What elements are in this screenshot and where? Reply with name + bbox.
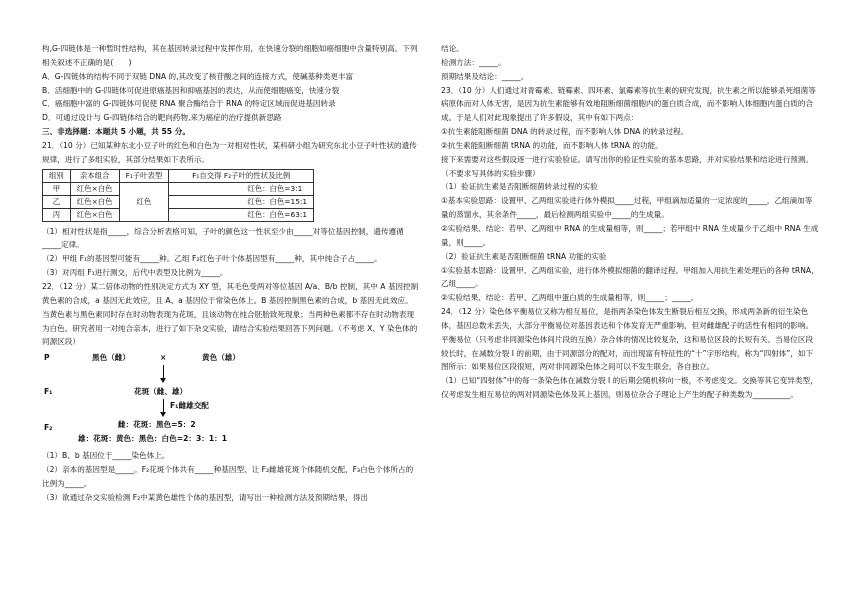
table-row bbox=[43, 195, 314, 208]
cross-diagram bbox=[42, 349, 420, 449]
q23-hypothesis-1: ①抗生素能阻断细菌 DNA 的转录过程，而不影响人体 DNA 的转录过程。 bbox=[441, 127, 689, 137]
cross-f2-label: F₂ bbox=[44, 423, 53, 433]
cross-arrow-head bbox=[160, 412, 166, 417]
q16-option-b: B．活细胞中的 G-四链体可促进原癌基因和抑癌基因的表达，从而使细胞癌变，快速分裂 bbox=[42, 85, 340, 95]
q23-hypothesis-2: ②抗生素能阻断细菌 tRNA 的功能，而不影响人体 tRNA 的功能。 bbox=[441, 140, 663, 150]
q22-conclusion: 结论。 bbox=[441, 44, 464, 53]
q22-method: 检测方法：_____。 bbox=[441, 57, 506, 67]
q21-sub-3: （3）对丙组 F₁进行测交，后代中表型及比例为_____。 bbox=[42, 268, 228, 278]
table-cell-group: 丙 bbox=[43, 208, 71, 221]
q23-part2-result: ②实验结果、结论：若甲、乙两组中蛋白质的生成量相等，则_____；_____。 bbox=[441, 293, 699, 303]
table-cell-group: 乙 bbox=[43, 195, 71, 208]
table-row bbox=[43, 182, 314, 195]
cross-p-label: P bbox=[44, 353, 50, 363]
q23-task: 接下来需要对这些假设逐一进行实验验证。请写出你的验证性实验的基本思路，并对实验结果和结论进行预测。（不要求写具体的实验步骤） bbox=[441, 154, 814, 178]
q21-intro: 21．（10 分）已知某种东北小豆子叶的红色和白色为一对相对性状，某科研小组为研究东北小豆子叶性状的遗传规律，进行了多组实验，其部分结果如下表所示。 bbox=[42, 140, 417, 164]
table-header-row bbox=[43, 169, 314, 182]
q23-part2-title: （2）验证抗生素是否阻断细菌 tRNA 功能的实验 bbox=[441, 251, 607, 261]
q16-option-a: A．G-四链体的结构不同于双链 DNA 的,其改变了核苷酸之间的连接方式，使碱基种类更丰富 bbox=[42, 71, 354, 81]
cross-f1-mating: F₁雌雄交配 bbox=[170, 401, 209, 411]
table-cell-f2: 红色：白色=63:1 bbox=[169, 208, 314, 221]
table-header: F₁自交得 F₂子叶的性状及比例 bbox=[169, 169, 314, 182]
section-title: 三、非选择题：本题共 5 小题，共 55 分。 bbox=[42, 127, 190, 137]
q16-continuation: 构,G-四链体是一种暂时性结构，其在基因转录过程中发挥作用，在快速分裂的细胞如癌细胞中含量特别高。下列相关叙述不正确的是( ) bbox=[42, 44, 418, 67]
table-cell-f2: 红色：白色=3:1 bbox=[169, 182, 314, 195]
q23-part1-title: （1）验证抗生素是否阻断细菌转录过程的实验 bbox=[441, 182, 598, 192]
q24-intro: 24．（12 分）染色体平衡易位又称为相互易位，是指两条染色体发生断裂后相互交换，形成两条新的衍生染色体，基因总数未丢失，大部分平衡易位对基因表达和个体发育无严重影响，但对雌雄配子的活性有相同的影响。平衡易位（只考虑非同源染色体间片段的互换）杂合体的情况比较复杂，这和易位区段的长短有关。当易位区段较长时，在减数分裂 I 的前期，由于同源部分的配对，而出现富有特征性的“十”字形结构，称为“四射体”，如下图所示：如果易位区段很短，两对非同源染色体之间可以不发生联会，各自独立。 bbox=[441, 307, 814, 372]
table-cell-group: 甲 bbox=[43, 182, 71, 195]
q22-expected: 预期结果及结论：_____。 bbox=[441, 71, 529, 81]
cross-p-female: 黑色（雌） bbox=[92, 353, 130, 363]
cross-f2-male: 雄：花斑：黄色：黑色：白色=2：3：1：1 bbox=[78, 434, 227, 444]
table-header: 亲本组合 bbox=[70, 169, 119, 182]
q23-part1-result: ②实验结果、结论：若甲、乙两组中 RNA 的生成量相等，则_____；若甲组中 RNA 生成量少于乙组中 RNA 生成量，则_____。 bbox=[441, 223, 819, 247]
q22-intro: 22．（12 分）某二倍体动物的性别决定方式为 XY 型，其毛色受两对等位基因 A/a、B/b 控制，其中 A 基因控制黄色素的合成，a 基因无此效应，且 A、a 基因位于常染色体上。B 基因控制黑色素的合成，b 基因无此效应。当黄色素与黑色素同时存在时动物表现为花斑，且该动物在纯合胚胎致死现象；当两种色素都不存在时动物表现为白色。研究者用一对纯合亲本，进行了如下杂交实验，请结合实验结果回答下列问题。（不考虑 X、Y 染色体的同源区段） bbox=[42, 281, 419, 347]
cross-p-male: 黄色（雄） bbox=[202, 353, 240, 363]
q21-sub-2: （2）甲组 F₁的基因型可能有_____种。乙组 F₂红色子叶个体基因型有_____种，其中纯合子占_____。 bbox=[42, 254, 382, 264]
q23-intro: 23．（10 分）人们通过对青霉素、链霉素、四环素、氯霉素等抗生素的研究发现，抗生素之所以能够杀死细菌等病原体而对人体无害，是因为抗生素能够有效地阻断细菌细胞内的蛋白质合成，而不影响人体细胞内蛋白质的合成。于是人们对此现象提出了许多假设，其中有如下两点： bbox=[441, 85, 816, 123]
q22-sub-1: （1）B、b 基因位于_____染色体上。 bbox=[42, 451, 170, 461]
q22-sub-2: （2）亲本的基因型是_____。F₂花斑个体共有_____种基因型、让 F₂雌雄花斑个体随机交配，F₃白色个体所占的比例为_____。 bbox=[42, 465, 414, 488]
table-cell-f2: 红色：白色=15:1 bbox=[169, 195, 314, 208]
table-cell-parents: 红色×白色 bbox=[70, 208, 119, 221]
cross-sign: × bbox=[160, 353, 167, 363]
cross-arrow-line bbox=[163, 399, 164, 413]
cross-arrow-line bbox=[163, 365, 164, 379]
q23-part1-idea: ①基本实验思路：设置甲、乙两组实验进行体外模拟_____过程，甲组滴加适量的一定浓度的_____，乙组滴加等量的蒸馏水，其余条件_____，最后检测两组实验中_____的生成量。 bbox=[441, 196, 813, 220]
cross-arrow-head bbox=[160, 378, 166, 383]
cross-f1-label: F₁ bbox=[44, 387, 53, 397]
q22-sub-3: （3）欲通过杂交实验检测 F₂中某黄色雄性个体的基因型，请写出一种检测方法及预期结果，得出 bbox=[42, 492, 368, 502]
table-cell-parents: 红色×白色 bbox=[70, 195, 119, 208]
right-column bbox=[441, 42, 819, 402]
cross-f1-pheno: 花斑（雌、雄） bbox=[134, 387, 188, 397]
cross-f2-female: 雌：花斑：黑色=5：2 bbox=[118, 420, 196, 430]
table-row bbox=[43, 208, 314, 221]
left-column bbox=[42, 42, 420, 505]
q16-option-c: C．癌细胞中富的 G-四链体可促使 RNA 聚合酶结合于 RNA 的特定区域而促进基因转录 bbox=[42, 99, 336, 109]
table-header: 组别 bbox=[43, 169, 71, 182]
genetics-table bbox=[42, 169, 314, 222]
q24-sub-1: （1）已知“四射体”中的每一条染色体在减数分裂 I 的后期会随机移向一极，不考虑变交。交换等其它变异类型，仅考虑发生相互易位的两对同源染色体及其上基因，则易位杂合子理论上产生的配子种类数为__________。 bbox=[441, 376, 818, 400]
table-cell-f1-merged: 红色 bbox=[119, 182, 169, 221]
table-cell-parents: 红色×白色 bbox=[70, 182, 119, 195]
q16-option-d: D．可通过设计与 G-四链体结合的靶向药物,来为癌症的治疗提供新思路 bbox=[42, 113, 282, 123]
q21-sub-1: （1）相对性状是指_____，综合分析表格可知，子叶的颜色这一性状至少由_____对等位基因控制，遗传遵循_____定律。 bbox=[42, 226, 404, 250]
table-header: F₁子叶表型 bbox=[119, 169, 169, 182]
q23-part2-idea: ①实验基本思路：设置甲、乙两组实验，进行体外模拟细菌的翻译过程。甲组加入用抗生素处理后的各种 tRNA，乙组_____。 bbox=[441, 265, 819, 289]
